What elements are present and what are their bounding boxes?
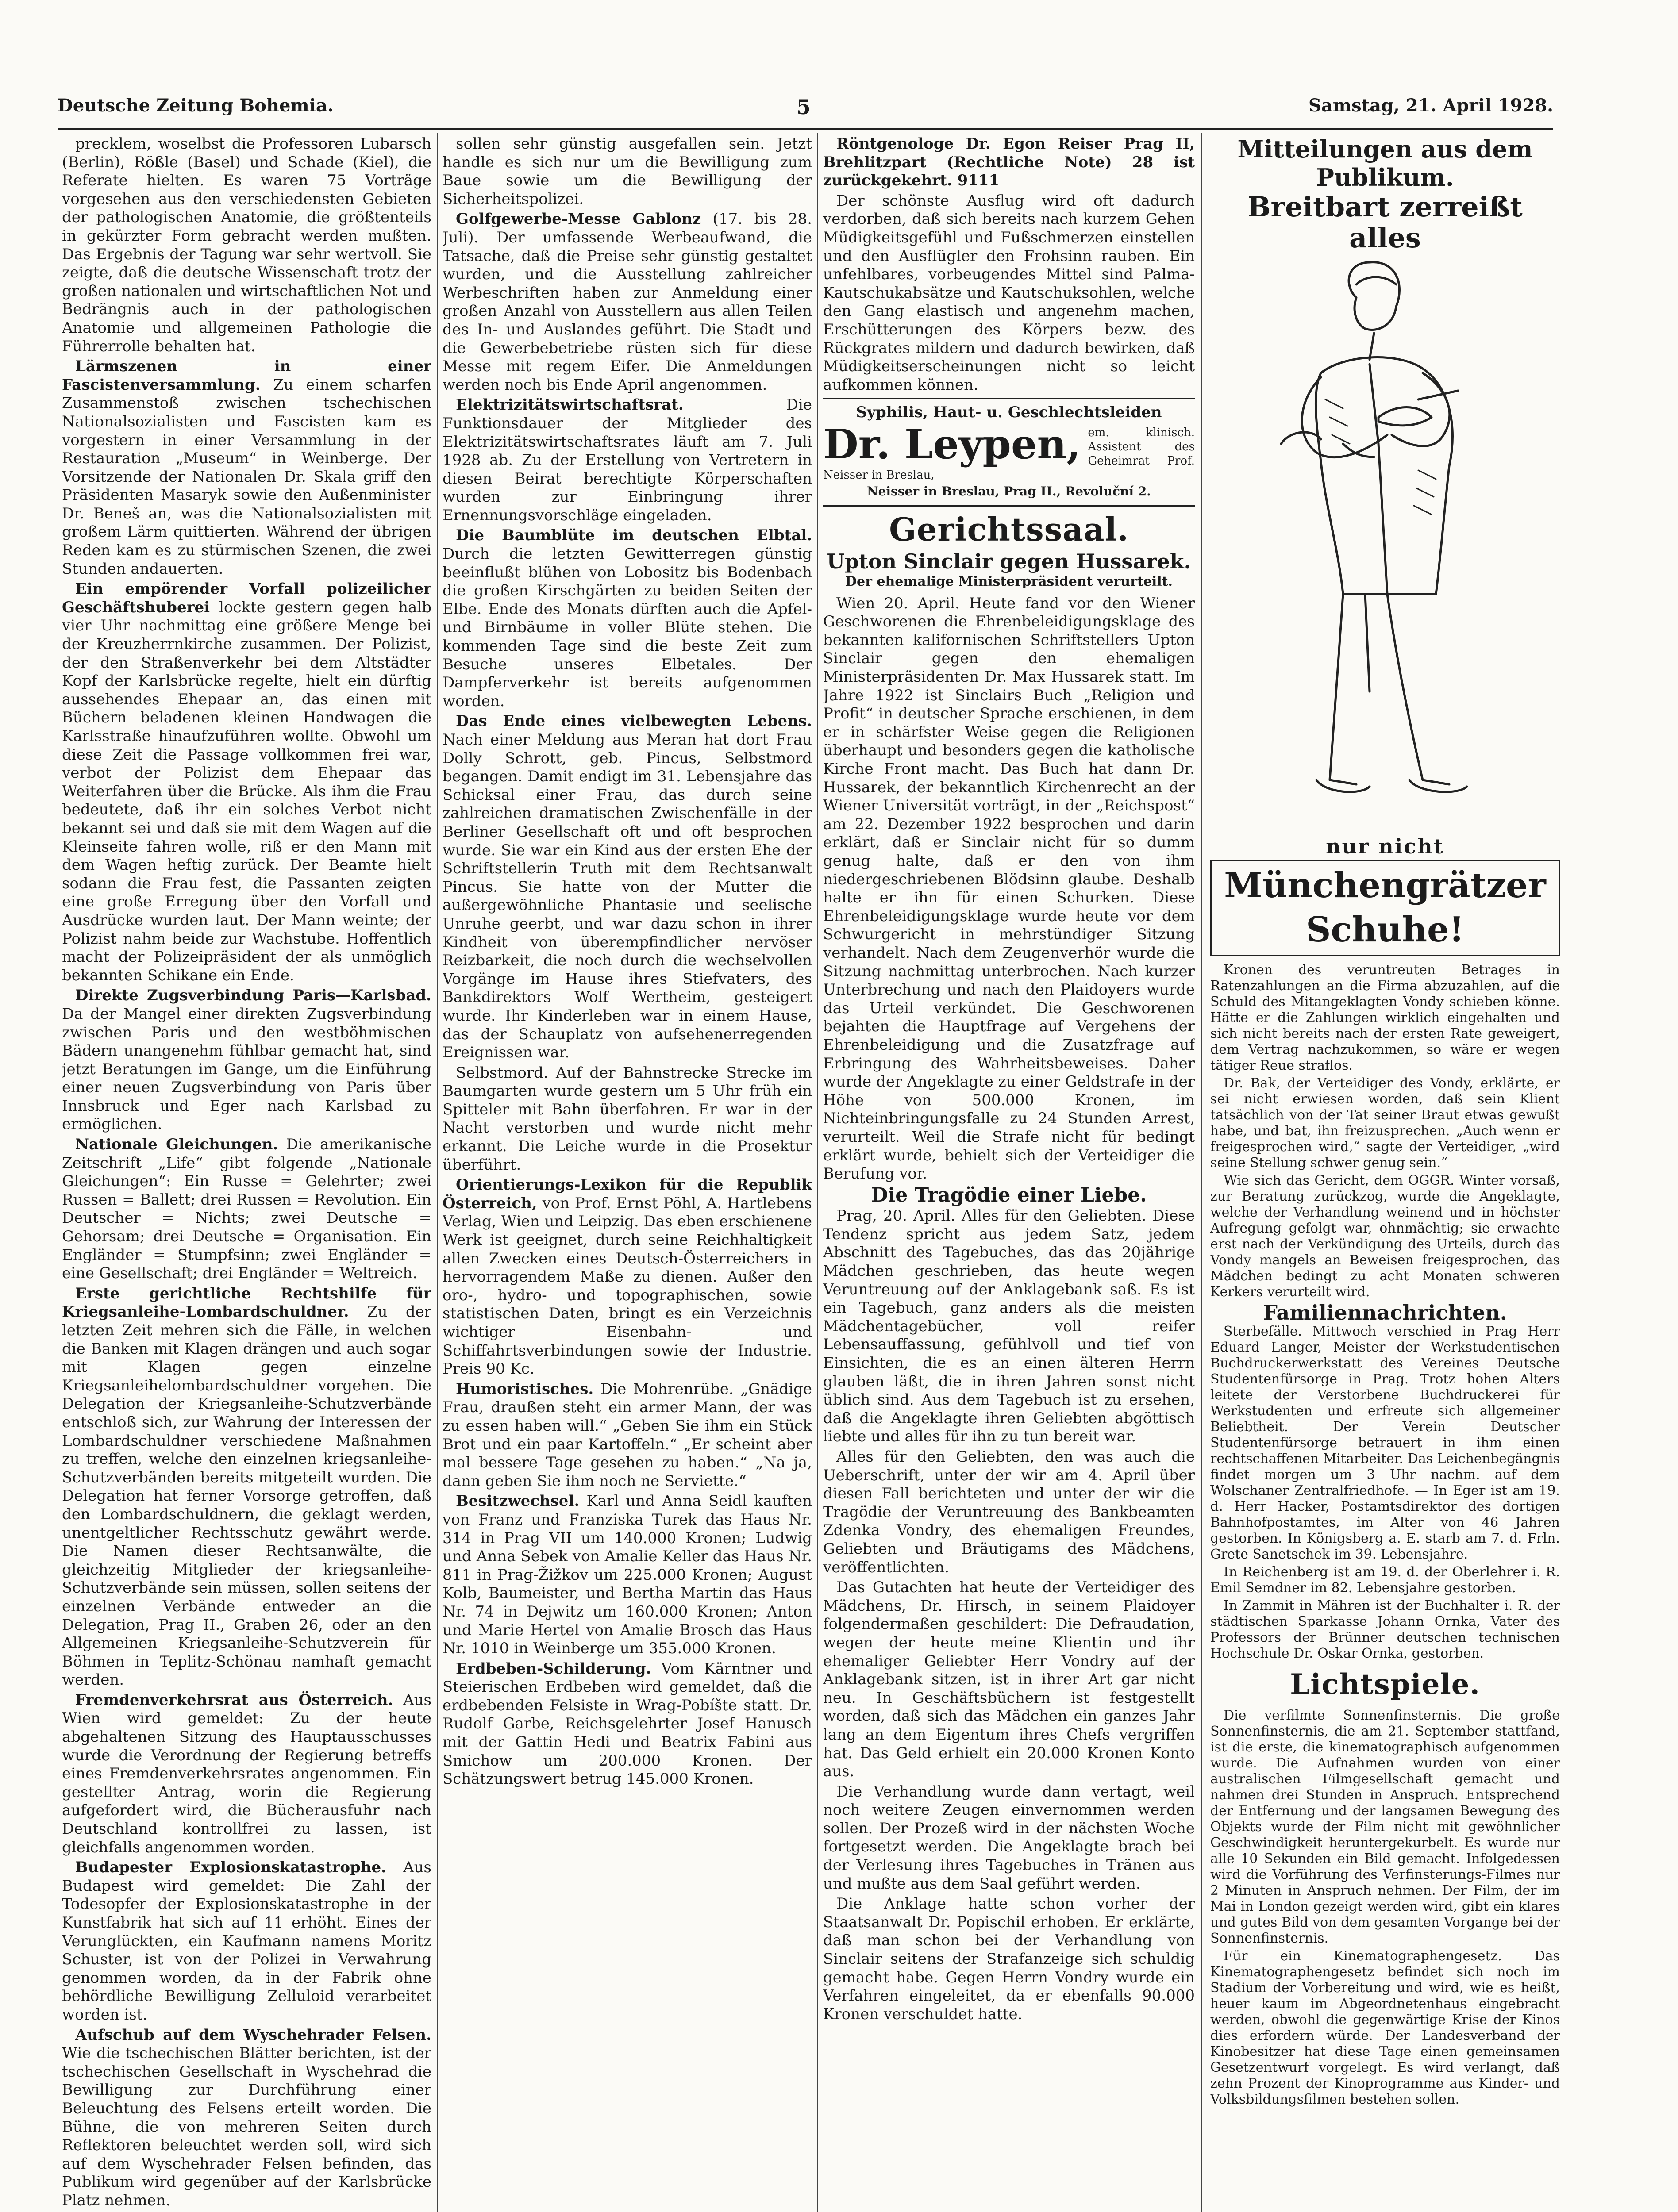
article-paragraph: Das Gutachten hat heute der Verteidiger des Mädchens, Dr. Hirsch, in seinem Plaidoyer folgendermaßen geschildert: Die Defraudation, wegen der heute meine Klientin und ihr ehemaliger Geliebter Herr Vondry auf der Anklagebank sitzen, ist in ihrer Art gar nicht neu. In Geschäftsbüchern ist festgestellt worden, daß sich das Mädchen ein ganzes Jahr lang an dem Eigentum ihres Chefs vergriffen hat. Das Geld erhielt ein 20.000 Kronen Konto aus.: [823, 1578, 1195, 1781]
article-headline: Lärmszenen in einer Fascistenversammlung.: [62, 357, 431, 394]
article-headline: Humoristisches.: [456, 1380, 594, 1398]
article-text: Karl und Anna Seidl kauften von Franz und Franziska Turek das Haus Nr. 314 in Prag VII um 140.000 Kronen; Ludwig und Anna Sebek von Amalie Keller das Haus Nr. 811 in Prag-Žižkov um 225.000 Kronen; August Kolb, Baumeister, und Bertha Martin das Haus Nr. 74 in Dejwitz um 160.000 Kronen; Anton und Marie Hertel von Amalie Brosch das Haus Nr. 1010 in Weinberge um 355.000 Kronen.: [443, 1492, 812, 1658]
article-paragraph: In Zammit in Mähren ist der Buchhalter i. R. der städtischen Sparkasse Johann Ornka, Vater des Professors der Brünner deutschen technischen Hochschule Dr. Oskar Ornka, gestorben.: [1210, 1598, 1560, 1662]
column-divider: [437, 133, 438, 2212]
masthead: [58, 95, 1553, 126]
article-paragraph: [443, 1176, 812, 1379]
article-paragraph: [443, 712, 812, 1062]
article-text: Die Funktionsdauer der Mitglieder des Elektrizitätswirtschaftsrates läuft am 7. Juli 1928 ab. Zu der Erstellung von Vertretern in diesen Beirat berechtigte Körperschaften wurden zur Einbringung ihrer Ernennungsvorschläge eingeladen.: [443, 396, 812, 524]
masthead-rule: [58, 128, 1553, 130]
article-text: Aus Budapest wird gemeldet: Die Zahl der Todesopfer der Explosionskatastrophe in der Kunstfabrik hat sich auf 11 erhöht. Eines der Verunglückten, ein Kaufmann namens Moritz Schuster, ist von der Polizei in Verwahrung genommen worden, da in der Fabrik ohne behördliche Bewilligung Zelluloid verarbeitet worden ist.: [62, 1859, 431, 2024]
article-paragraph: [62, 1285, 431, 1690]
ad-doctor-name: Dr. Leypen,: [823, 420, 1081, 468]
newspaper-title: Deutsche Zeitung Bohemia.: [58, 95, 334, 116]
article-paragraph: [62, 987, 431, 1134]
article-text: Die Mohrenrübe. „Gnädige Frau, draußen steht ein armer Mann, der was zu essen haben will.“ „Geben Sie ihm ein Stück Brot und ein paar Kartoffeln.“ „Er scheint aber mal bessere Tage gesehen zu haben.“ „Na ja, dann geben Sie ihm noch ne Serviette.“: [443, 1380, 812, 1490]
article-paragraph: [443, 1380, 812, 1491]
section-title-mitteilungen: Mitteilungen aus dem Publikum.: [1237, 135, 1533, 192]
section-title-gerichtssaal: Gerichtssaal.: [889, 510, 1129, 548]
article-headline: Die Baumblüte im deutschen Elbtal.: [456, 526, 812, 545]
section-title-lichtspiele: Lichtspiele.: [1290, 1668, 1480, 1701]
article-headline: Golfgewerbe-Messe Gablonz: [456, 210, 701, 228]
strongman-tearing-shoe-illustration: [1210, 258, 1560, 833]
leypen-advertisement: [823, 398, 1195, 506]
column-3: [823, 135, 1195, 2212]
article-paragraph: [62, 580, 431, 985]
article-paragraph: [62, 1859, 431, 2024]
article-headline: Erdbeben-Schilderung.: [456, 1659, 651, 1678]
article-text: von Prof. Ernst Pöhl, A. Hartlebens Verlag, Wien und Leipzig. Das eben erschienene Werk ist geeignet, durch seine Reichhaltigkeit allen Zwecken eines Deutsch-Österreichers in hervorragendem Maße zu dienen. Außer den oro-, hydro- und topographischen, sowie statistischen Daten, bringt es ein Verzeichnis wichtiger Eisenbahn- und Schiffahrtsverbindungen sowie der Industrie. Preis 90 Kc.: [443, 1194, 812, 1378]
article-paragraph: Sterbefälle. Mittwoch verschied in Prag Herr Eduard Langer, Meister der Werkstudentischen Buchdruckerwerkstatt des Vereines Deutsche Studentenfürsorge in Prag. Trotz hohen Alters leitete der Verstorbene Buchdruckerei für Werkstudenten und erfreute sich allgemeiner Beliebtheit. Der Verein Deutscher Studentenfürsorge betrauert in ihm einen rechtschaffenen Mitarbeiter. Das Leichenbegängnis findet morgen um 3 Uhr nachm. auf dem Wolschaner Zentralfriedhofe. — In Eger ist am 19. d. Herr Hacker, Postamtsdirektor des dortigen Bahnhofpostamtes, im Alter von 46 Jahren gestorben. In Königsberg a. E. starb am 7. d. Frln. Grete Sanetschek im 39. Lebensjahre.: [1210, 1324, 1560, 1563]
article-paragraph: [443, 210, 812, 394]
article-paragraph: sollen sehr günstig ausgefallen sein. Jetzt handle es sich nur um die Bewilligung zum Baue sowie um die Bewilligung der Sicherheitspolizei.: [443, 135, 812, 208]
article-text: Zu einem scharfen Zusammenstoß zwischen tschechischen Nationalsozialisten und Fascisten kam es vorgestern in einer Versammlung in der Restauration „Museum“ in Weinberge. Der Vorsitzende der Nationalen Dr. Skala griff den Präsidenten Masaryk sowie den Außenminister Dr. Beneš an, was die Nationalsozialisten mit großem Lärm quittierten. Während der übrigen Reden kam es zu stürmischen Szenen, die zwei Stunden andauerten.: [62, 376, 431, 578]
article-text: Da der Mangel einer direkten Zugsverbindung zwischen Paris und den westböhmischen Bädern unangenehm fühlbar gemacht hat, sind jetzt Beratungen im Gange, um die Einführung einer neuen Zugsverbindung von Paris über Innsbruck und Eger nach Karlsbad zu ermöglichen.: [62, 1005, 431, 1133]
article-paragraph: Wie sich das Gericht, dem OGGR. Winter vorsaß, zur Beratung zurückzog, wurde die Angeklagte, welche der Verhandlung weinend und in höchster Aufregung gefolgt war, ohnmächtig; sie erwachte erst nach der Verkündigung des Urteils, durch das Vondy mangels an Beweisen freigesprochen, das Mädchen bedingt zu acht Monaten schweren Kerkers verurteilt wird.: [1210, 1172, 1560, 1300]
article-text: Durch die letzten Gewitterregen günstig beeinflußt blühen von Lobositz bis Bodenbach die großen Kirschgärten zu beiden Seiten der Elbe. Ende des Monats dürften auch die Apfel- und Birnbäume in voller Blüte stehen. Die kommenden Tage sind die beste Zeit zum Besuche unseres Elbetales. Der Dampferverkehr ist bereits aufgenommen worden.: [443, 545, 812, 710]
ad-address: Neisser in Breslau, Prag II., Revoluční 2.: [866, 484, 1151, 499]
article-paragraph: [62, 1136, 431, 1283]
article-paragraph: Kronen des veruntreuten Betrages in Ratenzahlungen an die Firma abzuzahlen, auf die Schuld des Mitangeklagten Vondy schieben könne. Hätte er die Zahlungen wirklich eingehalten und sich nicht bereits nach der ersten Rate geweigert, dem Vertrag nachzukommen, so wäre er wegen tätiger Reue straflos.: [1210, 962, 1560, 1073]
column-divider: [1201, 133, 1202, 2212]
article-paragraph: Die Verhandlung wurde dann vertagt, weil noch weitere Zeugen einvernommen werden sollen. Der Prozeß wird in der nächsten Woche fortgesetzt werden. Die Angeklagte brach bei der Verlesung ihres Tagebuches in Tränen aus und mußte aus dem Saal geführt werden.: [823, 1782, 1195, 1893]
ad-doctor-credentials: em. klinisch. Assistent des Geheimrat Prof. Neisser in Breslau,: [823, 426, 1195, 482]
article-paragraph: [62, 1691, 431, 1857]
article-headline: Nationale Gleichungen.: [75, 1136, 278, 1154]
article-text: (17. bis 28. Juli). Der umfassende Werbeaufwand, die Tatsache, daß die Preise sehr günstig gestaltet wurden, und die Ausstellung zahlreicher Werbeschriften haben zur Anmeldung einer großen Anzahl von Ausstellern aus allen Teilen des In- und Auslandes geführt. Die Stadt und die Gewerbebetriebe rüsten sich für diese Messe mit regem Eifer. Die Anmeldungen werden noch bis Ende April angenommen.: [443, 210, 812, 394]
page-number: 5: [797, 95, 811, 119]
article-headline: Ein empörender Vorfall polizeilicher Geschäftshuberei: [62, 580, 431, 616]
article-headline: Upton Sinclair gegen Hussarek.: [827, 549, 1191, 573]
column-2: [443, 135, 812, 2212]
article-paragraph: Für ein Kinematographengesetz. Das Kinematographengesetz befindet sich noch im Stadium der Vorbereitung und wird, wie es heißt, heuer kaum im Abgeordnetenhaus eingebracht werden, obwohl die gegenwärtige Krise der Kinos dies erfordern würde. Der Landesverband der Kinobesitzer hat diese Tage einen gemeinsamen Gesetzentwurf vorgelegt. Es wird verlangt, daß zehn Prozent der Kinoprogramme aus Kinder- und Volksbildungsfilmen bestehen sollen.: [1210, 1948, 1560, 2108]
article-headline: Elektrizitätswirtschaftsrat.: [456, 396, 684, 414]
article-text: Zu der letzten Zeit mehren sich die Fälle, in welchen die Banken mit Klagen drängen und auch sogar mit Klagen gegen einzelne Kriegsanleihelombardschuldner vorgehen. Die Delegation der Kriegsanleihe-Schutzverbände entschloß sich, zur Wahrung der Interessen der Lombardschuldner verschiedene Maßnahmen zu treffen, welche den einzelnen kriegsanleihe-Schutzverbänden bereits mitgeteilt wurden. Die Delegation hat ferner Vorsorge getroffen, daß den Lombardschuldnern, die geklagt werden, unentgeltlicher Rechtsschutz gewährt werde. Die Namen dieser Rechtsanwälte, die gleichzeitig Mitglieder der kriegsanleihe-Schutzverbände sein müssen, sollen seitens der einzelnen Verbände entweder an die Delegation, Prag II., Graben 26, oder an den Allgemeinen Kriegsanleihe-Schutzverein für Böhmen in Teplitz-Schönau namhaft gemacht werden.: [62, 1303, 431, 1689]
article-paragraph: [443, 1492, 812, 1658]
column-4: [1210, 135, 1560, 2212]
article-paragraph: Dr. Bak, der Verteidiger des Vondy, erklärte, er sei nicht erwiesen worden, daß sein Klient tatsächlich von der Tat seiner Braut etwas gewußt habe, und bat, ihn freizusprechen. „Auch wenn er freigesprochen wird,“ sagte der Verteidiger, „wird seine Stellung schwer genug sein.“: [1210, 1075, 1560, 1171]
article-text: Aus Wien wird gemeldet: Zu der heute abgehaltenen Sitzung des Hauptausschusses wurde die Verordnung der Regierung betreffs eines Fremdenverkehrsrates angenommen. Ein gestellter Antrag, worin die Regierung aufgefordert wird, die Bücherausfuhr nach Deutschland kontrollfrei zu lassen, ist gleichfalls angenommen worden.: [62, 1691, 431, 1856]
article-text: Vom Kärntner und Steierischen Erdbeben wird gemeldet, daß die erdbebenden Felsiste in Wrag-Pobíšte statt. Dr. Rudolf Garbe, Reichsgelehrter Josef Hanusch mit der Gattin Hedi und Beatrix Fabini aus Smichow um 200.000 Kronen. Der Schätzungswert betrug 145.000 Kronen.: [443, 1659, 812, 1788]
ad-brand-muenchengraetzer: Münchengrätzer Schuhe!: [1210, 860, 1560, 956]
article-text: Nach einer Meldung aus Meran hat dort Frau Dolly Schrott, geb. Pincus, Selbstmord begangen. Damit endigt im 31. Lebensjahre das Schicksal einer Frau, das durch seine zahlreichen dramatischen Zwischenfälle in der Berliner Gesellschaft oft und oft besprochen wurde. Sie war ein Kind aus der ersten Ehe der Schriftstellerin Truth mit dem Rechtsanwalt Pincus. Sie hatte von der Mutter die außergewöhnliche Phantasie und seelische Unruhe geerbt, und war dazu schon in ihrer Kindheit von überempfindlicher nervöser Reizbarkeit, die noch durch die wechselvollen Vorgänge im Hause ihres Stiefvaters, des Bankdirektors Wolf Wertheim, gesteigert wurde. Ihr Kinderleben war in einem Hause, das der Schauplatz von aufsehenerregenden Ereignissen war.: [443, 731, 812, 1062]
article-paragraph: [62, 2026, 431, 2210]
article-paragraph: Alles für den Geliebten, den was auch die Ueberschrift, unter der wir am 4. April über diesen Fall berichteten und unter der wir die Tragödie der Veruntreuung des Bankbeamten Zdenka Vondry, des ehemaligen Freundes, Geliebten und Bräutigams des Mädchens, veröffentlichten.: [823, 1448, 1195, 1576]
article-paragraph: In Reichenberg ist am 19. d. der Oberlehrer i. R. Emil Semdner im 82. Lebensjahre gestorben.: [1210, 1564, 1560, 1596]
ad-heading: Syphilis, Haut- u. Geschlechtsleiden: [856, 403, 1162, 422]
article-headline: Erste gerichtliche Rechtshilfe für Kriegsanleihe-Lombardschuldner.: [62, 1284, 431, 1321]
article-paragraph: Röntgenologe Dr. Egon Reiser Prag II, Brehlitzpart (Rechtliche Note) 28 ist zurückgekehrt. 9111: [823, 135, 1195, 190]
ad-headline-breitbart: Breitbart zerreißt alles: [1247, 191, 1523, 254]
article-paragraph: [443, 1660, 812, 1789]
article-paragraph: Prag, 20. April. Alles für den Geliebten. Diese Tendenz spricht aus jedem Satz, jedem Abschnitt des Tagebuches, das das 20jährige Mädchen geschrieben, das heute wegen Veruntreuung auf der Anklagebank saß. Es ist ein Tagebuch, ganz anders als die meisten Mädchentagebücher, voll reifer Lebensauffassung, gefühlvoll und tief von Einsichten, die es an einen älteren Herrn glauben läßt, die in ihren Jahren sonst nicht üblich sind. Aus dem Tagebuch ist zu ersehen, daß die Angeklagte ihren Geliebten abgöttisch liebte und alles für ihn zu tun bereit war.: [823, 1207, 1195, 1446]
breitbart-illustration: [1210, 258, 1560, 833]
article-paragraph: Die Anklage hatte schon vorher der Staatsanwalt Dr. Popischil erhoben. Er erklärte, daß man schon bei der Verhandlung von Sinclair seitens der Strafanzeige sich schuldig gemacht habe. Gegen Herrn Vondry wurde ein Verfahren eingeleitet, da er ebenfalls 90.000 Kronen verschuldet hatte.: [823, 1895, 1195, 2023]
article-paragraph: Wien 20. April. Heute fand vor den Wiener Geschworenen die Ehrenbeleidigungsklage des bekannten kalifornischen Schriftstellers Upton Sinclair gegen den ehemaligen Ministerpräsidenten Dr. Max Hussarek statt. Im Jahre 1922 ist Sinclairs Buch „Religion und Profit“ in deutscher Sprache erschienen, in dem er in schärfster Weise gegen die Religionen überhaupt und besonders gegen die katholische Kirche Front macht. Das Buch hat dann Dr. Hussarek, der bekanntlich Kirchenrecht an der Wiener Universität vorträgt, in der „Reichspost“ am 22. Dezember 1922 besprochen und darin erklärt, daß er Sinclair nicht für so dumm genug halte, daß er den von ihm niedergeschriebenen Blödsinn glaube. Deshalb halte er ihn für einen Schurken. Diese Ehrenbeleidigungsklage wurde heute vor dem Schwurgericht in mehrstündiger Sitzung verhandelt. Nach dem Zeugenverhör wurde die Sitzung nachmittag unterbrochen. Nach kurzer Unterbrechung und nach den Plaidoyers wurde das Urteil verkündet. Die Geschworenen bejahten die Hauptfrage auf Vergehens der Ehrenbeleidigung und die Zusatzfrage auf Erbringung des Wahrheitsbeweises. Daher wurde der Angeklagte zu einer Geldstrafe in der Höhe von 500.000 Kronen, im Nichteinbringungsfalle zu 24 Stunden Arrest, verurteilt. Weil die Strafe nicht für bedingt erklärt wurde, behielt sich der Verteidiger die Berufung vor.: [823, 594, 1195, 1183]
article-headline: Fremdenverkehrsrat aus Österreich.: [75, 1691, 393, 1709]
article-headline: Das Ende eines vielbewegten Lebens.: [456, 712, 812, 730]
advertisement-text: Der schönste Ausflug wird oft dadurch verdorben, daß sich bereits nach kurzem Gehen Müdigkeitsgefühl und Fußschmerzen einstellen und den Ausflügler den Frohsinn rauben. Ein unfehlbares, vorbeugendes Mittel sind Palma-Kautschukabsätze und Kautschuksohlen, welche den Gang elastisch und angenehm machen, Erschütterungen des Körpers bezw. des Rückgrates mildern und dadurch bewirken, daß Müdigkeitserscheinungen nicht so leicht aufkommen können.: [823, 192, 1195, 394]
column-divider: [817, 133, 818, 2212]
article-paragraph: Selbstmord. Auf der Bahnstrecke Strecke im Baumgarten wurde gestern um 5 Uhr früh ein Spitteler mit Bahn überfahren. Er war in der Nacht verstorben und wurde nicht mehr erkannt. Die Leiche wurde in die Prosektur überführt.: [443, 1064, 812, 1174]
article-headline: Die Tragödie einer Liebe.: [871, 1183, 1147, 1206]
article-text: Wie die tschechischen Blätter berichten, ist der tschechischen Gesellschaft in Wyschehrad die Bewilligung zur Durchführung einer Beleuchtung des Felsens erteilt worden. Die Bühne, die von mehreren Seiten durch Reflektoren beleuchtet werden soll, wird sich auf dem Wyschehrader Felsen befinden, das Publikum wird gegenüber auf der Karlsbrücke Platz nehmen.: [62, 2044, 431, 2209]
article-headline: Aufschub auf dem Wyschehrader Felsen.: [75, 2026, 431, 2044]
article-paragraph: [62, 357, 431, 578]
article-paragraph: [443, 526, 812, 710]
article-headline: Direkte Zugsverbindung Paris—Karlsbad.: [75, 987, 431, 1005]
column-1: [62, 135, 431, 2212]
ad-tagline: nur nicht: [1326, 834, 1444, 858]
article-paragraph: Die verfilmte Sonnenfinsternis. Die große Sonnenfinsternis, die am 21. September stattfand, ist die erste, die kinematographisch aufgenommen wurde. Die Aufnahmen wurden von einer australischen Filmgesellschaft gemacht und nahmen drei Stunden in Anspruch. Entsprechend der Entfernung und der langsamen Bewegung des Objekts wurde der Film nicht mit gewöhnlicher Geschwindigkeit heruntergekurbelt. Es wurde nur alle 10 Sekunden ein Bild gemacht. Infolgedessen wird die Vorführung des Verfinsterungs-Filmes nur 2 Minuten in Anspruch nehmen. Der Film, der im Mai in London gezeigt werden wird, gibt ein klares und gutes Bild von dem gesamten Vorgange bei der Sonnenfinsternis.: [1210, 1708, 1560, 1947]
article-subheadline: Der ehemalige Ministerpräsident verurteilt.: [845, 574, 1173, 590]
article-paragraph: precklem, woselbst die Professoren Lubarsch (Berlin), Rößle (Basel) und Schade (Kiel), die Referate hielten. Es waren 75 Vorträge vorgesehen aus den verschiedensten Gebieten der pathologischen Anatomie, die größtenteils in gekürzter Form gebracht werden mußten. Das Ergebnis der Tagung war sehr wertvoll. Sie zeigte, daß die deutsche Wissenschaft trotz der großen nationalen und wirtschaftlichen Not und Bedrängnis auch in der pathologischen Anatomie und allgemeinen Pathologie die Führerrolle behalten hat.: [62, 135, 431, 355]
article-headline: Besitzwechsel.: [456, 1492, 580, 1510]
article-headline: Orientierungs-Lexikon für die Republik Österreich,: [443, 1176, 812, 1212]
section-title-familiennachrichten: Familiennachrichten.: [1263, 1300, 1507, 1325]
article-headline: Budapester Explosionskatastrophe.: [75, 1859, 387, 1877]
article-text: lockte gestern gegen halb vier Uhr nachmittag eine größere Menge bei der Kreuzherrnkirche zusammen. Der Polizist, der den Straßenverkehr bei dem Altstädter Kopf der Karlsbrücke regelte, hielt ein dürftig aussehendes Ehepaar an, das einen mit Büchern beladenen kleinen Handwagen die Karlsstraße hinaufzuführen wollte. Obwohl um diese Zeit die Passage vollkommen frei war, verbot der Polizist dem Ehepaar das Weiterfahren über die Brücke. Als ihm die Frau bedeutete, daß ihr ein solches Verbot nicht bekannt sei und daß sie mit dem Wagen auf die Kleinseite fahren wolle, riß er den Mann mit dem Wagen heftig zurück. Der Beamte hielt sodann die Frau fest, die Passanten zeigten eine große Erregung über den Vorfall und Ausdrücke wurden laut. Der Mann weinte; der Polizist nahm beide zur Wachstube. Hoffentlich macht der Polizeipräsident der als unmöglich bekannten Schikane ein Ende.: [62, 598, 431, 984]
issue-date: Samstag, 21. April 1928.: [1308, 95, 1553, 116]
article-paragraph: [443, 396, 812, 525]
article-text: Die amerikanische Zeitschrift „Life“ gibt folgende „Nationale Gleichungen“: Ein Russe = Gelehrter; zwei Russen = Ballett; drei Russen = Revolution. Ein Deutscher = Nichts; zwei Deutsche = Gehorsam; drei Deutsche = Organisation. Ein Engländer = Stumpfsinn; zwei Engländer = eine Gesellschaft; drei Engländer = Weltreich.: [62, 1136, 431, 1283]
